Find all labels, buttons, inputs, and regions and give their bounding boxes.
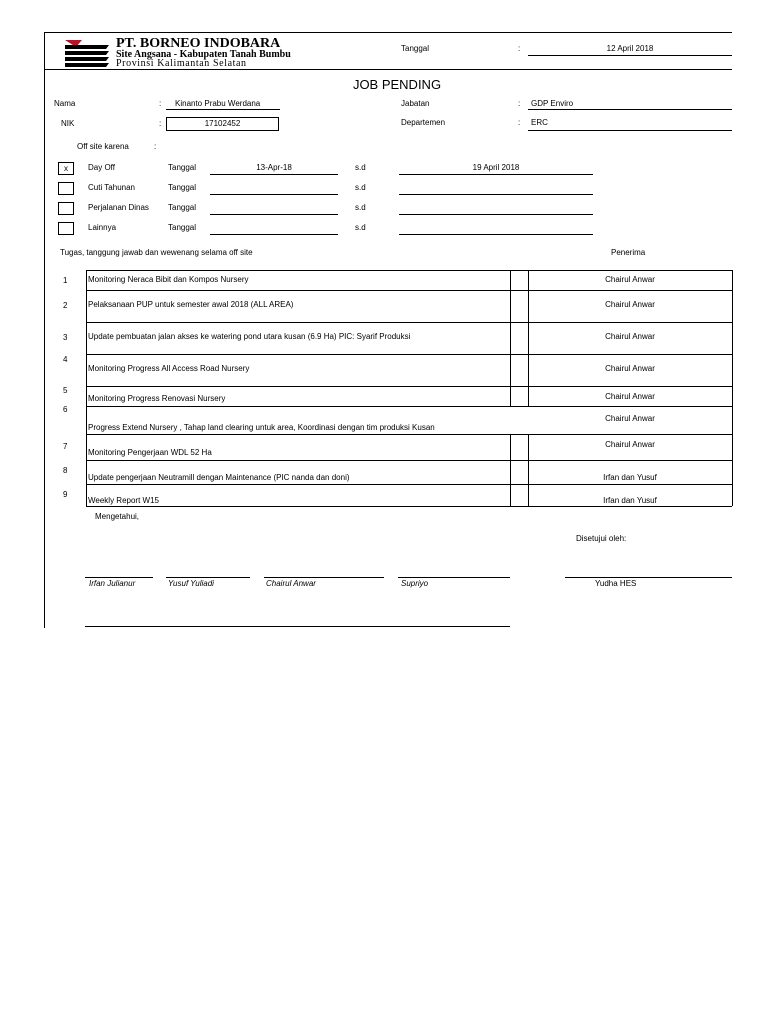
task-receiver: Chairul Anwar <box>605 275 655 284</box>
header-date-colon: : <box>518 44 521 53</box>
dayoff-from-line <box>210 174 338 175</box>
dayoff-to-line <box>399 174 593 175</box>
departemen-label: Departemen <box>401 118 446 127</box>
perjalanan-checkbox[interactable] <box>58 202 74 215</box>
task-number: 8 <box>63 466 68 475</box>
cuti-tanggal-label: Tanggal <box>168 183 197 192</box>
offsite-colon: : <box>154 142 157 151</box>
task-receiver: Chairul Anwar <box>605 414 655 423</box>
nik-label: NIK <box>61 119 75 128</box>
task-description: Monitoring Progress All Access Road Nursery <box>88 364 250 373</box>
nik-value: 17102452 <box>204 119 241 128</box>
lainnya-tanggal-label: Tanggal <box>168 223 197 232</box>
task-row-right-border <box>732 406 733 434</box>
task-number: 7 <box>63 442 68 451</box>
task-row-mid-border <box>510 354 511 386</box>
nama-colon: : <box>159 99 162 108</box>
cuti-label: Cuti Tahunan <box>88 183 135 192</box>
dayoff-sd-label: s.d <box>355 163 366 172</box>
task-description: Update pembuatan jalan akses ke watering pond utara kusan (6.9 Ha) PIC: Syarif Produksi <box>88 332 411 341</box>
signature-line <box>565 577 732 578</box>
task-receiver: Chairul Anwar <box>605 364 655 373</box>
signature-line <box>85 577 153 578</box>
task-row-left-border <box>86 386 87 406</box>
task-receiver: Irfan dan Yusuf <box>603 496 657 505</box>
task-row-top-border <box>86 322 732 323</box>
task-description: Progress Extend Nursery , Tahap land clearing untuk area, Koordinasi dengan tim produksi Kusan <box>88 423 435 432</box>
task-number: 1 <box>63 276 68 285</box>
header-date-label: Tanggal <box>401 44 430 53</box>
task-row-right-border <box>732 434 733 460</box>
task-row-left-border <box>86 270 87 290</box>
nama-value: Kinanto Prabu Werdana <box>175 99 261 108</box>
dayoff-from: 13-Apr-18 <box>256 163 292 172</box>
page-top-border <box>44 32 732 33</box>
task-description: Monitoring Pengerjaan WDL 52 Ha <box>88 448 212 457</box>
task-row-right-border <box>732 484 733 506</box>
task-receiver: Irfan dan Yusuf <box>603 473 657 482</box>
lainnya-to-line <box>399 234 593 235</box>
task-number: 4 <box>63 355 68 364</box>
lainnya-checkbox[interactable] <box>58 222 74 235</box>
task-row-mid-border <box>510 434 511 460</box>
task-row-top-border <box>86 484 732 485</box>
perjalanan-sd-label: s.d <box>355 203 366 212</box>
page-title: JOB PENDING <box>352 77 442 92</box>
signature-line <box>166 577 250 578</box>
task-row-mid-border <box>510 322 511 354</box>
company-province: Provinsi Kalimantan Selatan <box>116 58 247 69</box>
signer-name: Irfan Julianur <box>89 579 136 588</box>
company-site: Site Angsana - Kabupaten Tanah Bumbu <box>116 49 291 60</box>
task-row-right-border <box>732 290 733 322</box>
lainnya-sd-label: s.d <box>355 223 366 232</box>
task-number: 2 <box>63 301 68 310</box>
task-row-right-border <box>732 460 733 484</box>
task-number: 3 <box>63 333 68 342</box>
perjalanan-tanggal-label: Tanggal <box>168 203 197 212</box>
signature-line <box>398 577 510 578</box>
lainnya-from-line <box>210 234 338 235</box>
task-row-mid-border <box>510 270 511 290</box>
perjalanan-to-line <box>399 214 593 215</box>
task-row-right-border <box>732 322 733 354</box>
task-row-top-border <box>86 354 732 355</box>
task-row-left-border <box>86 322 87 354</box>
signer-name: Chairul Anwar <box>266 579 316 588</box>
task-row-left-border <box>86 354 87 386</box>
task-number: 5 <box>63 386 68 395</box>
header-divider <box>44 69 732 70</box>
departemen-colon: : <box>518 118 521 127</box>
nik-colon: : <box>159 119 162 128</box>
task-row-left-border <box>86 290 87 322</box>
dayoff-to: 19 April 2018 <box>472 163 520 172</box>
dayoff-checkbox[interactable]: x <box>58 162 74 175</box>
company-name: PT. BORNEO INDOBARA <box>116 36 281 51</box>
task-table-bottom-border <box>86 506 732 507</box>
task-description: Weekly Report W15 <box>88 496 159 505</box>
perjalanan-label: Perjalanan Dinas <box>88 203 149 212</box>
task-receiver: Chairul Anwar <box>605 300 655 309</box>
task-row-left-border <box>86 460 87 484</box>
task-row-mid-border <box>510 484 511 506</box>
task-row-top-border <box>86 460 732 461</box>
task-row-right-border <box>732 386 733 406</box>
task-description: Update pengerjaan Neutramill dengan Maintenance (PIC nanda dan doni) <box>88 473 350 482</box>
approver-name: Yudha HES <box>595 579 637 588</box>
task-row-mid-border <box>510 460 511 484</box>
task-row-mid-border <box>510 290 511 322</box>
offsite-label: Off site karena <box>77 142 129 151</box>
jabatan-label: Jabatan <box>401 99 430 108</box>
tasks-header: Tugas, tanggung jawab dan wewenang selama off site <box>60 248 253 257</box>
task-number: 6 <box>63 405 68 414</box>
signature-line <box>264 577 384 578</box>
nama-label: Nama <box>54 99 76 108</box>
jabatan-colon: : <box>518 99 521 108</box>
departemen-value: ERC <box>531 118 548 127</box>
jabatan-value: GDP Enviro <box>531 99 574 108</box>
task-row-top-border <box>86 290 732 291</box>
task-receiver: Chairul Anwar <box>605 392 655 401</box>
dayoff-label: Day Off <box>88 163 115 172</box>
company-logo-icon <box>62 38 112 68</box>
header-date-underline <box>528 55 732 56</box>
task-row-left-border <box>86 434 87 460</box>
jabatan-underline <box>528 109 732 110</box>
task-row-left-border <box>86 406 87 434</box>
task-receiver: Chairul Anwar <box>605 332 655 341</box>
task-row-top-border <box>86 270 732 271</box>
cuti-sd-label: s.d <box>355 183 366 192</box>
task-row-mid-border <box>510 386 511 406</box>
disetujui-label: Disetujui oleh: <box>576 534 627 543</box>
task-description: Pelaksanaan PUP untuk semester awal 2018 (ALL AREA) <box>88 300 294 309</box>
task-receiver: Chairul Anwar <box>605 440 655 449</box>
receiver-header: Penerima <box>611 248 646 257</box>
task-row-right-border <box>732 270 733 290</box>
task-description: Monitoring Progress Renovasi Nursery <box>88 394 226 403</box>
header-date-value: 12 April 2018 <box>606 44 654 53</box>
bottom-line <box>85 626 510 627</box>
task-row-top-border <box>86 406 732 407</box>
task-row-top-border <box>86 434 732 435</box>
page-left-border <box>44 32 45 628</box>
task-row-left-border <box>86 484 87 506</box>
task-row-right-border <box>732 354 733 386</box>
cuti-to-line <box>399 194 593 195</box>
signer-name: Yusuf Yuliadi <box>168 579 214 588</box>
dayoff-tanggal-label: Tanggal <box>168 163 197 172</box>
cuti-from-line <box>210 194 338 195</box>
departemen-underline <box>528 130 732 131</box>
mengetahui-label: Mengetahui, <box>95 512 140 521</box>
task-row-top-border <box>86 386 732 387</box>
task-number: 9 <box>63 490 68 499</box>
perjalanan-from-line <box>210 214 338 215</box>
task-description: Monitoring Neraca Bibit dan Kompos Nursery <box>88 275 249 284</box>
cuti-checkbox[interactable] <box>58 182 74 195</box>
signer-name: Supriyo <box>401 579 429 588</box>
nama-underline <box>166 109 280 110</box>
lainnya-label: Lainnya <box>88 223 117 232</box>
